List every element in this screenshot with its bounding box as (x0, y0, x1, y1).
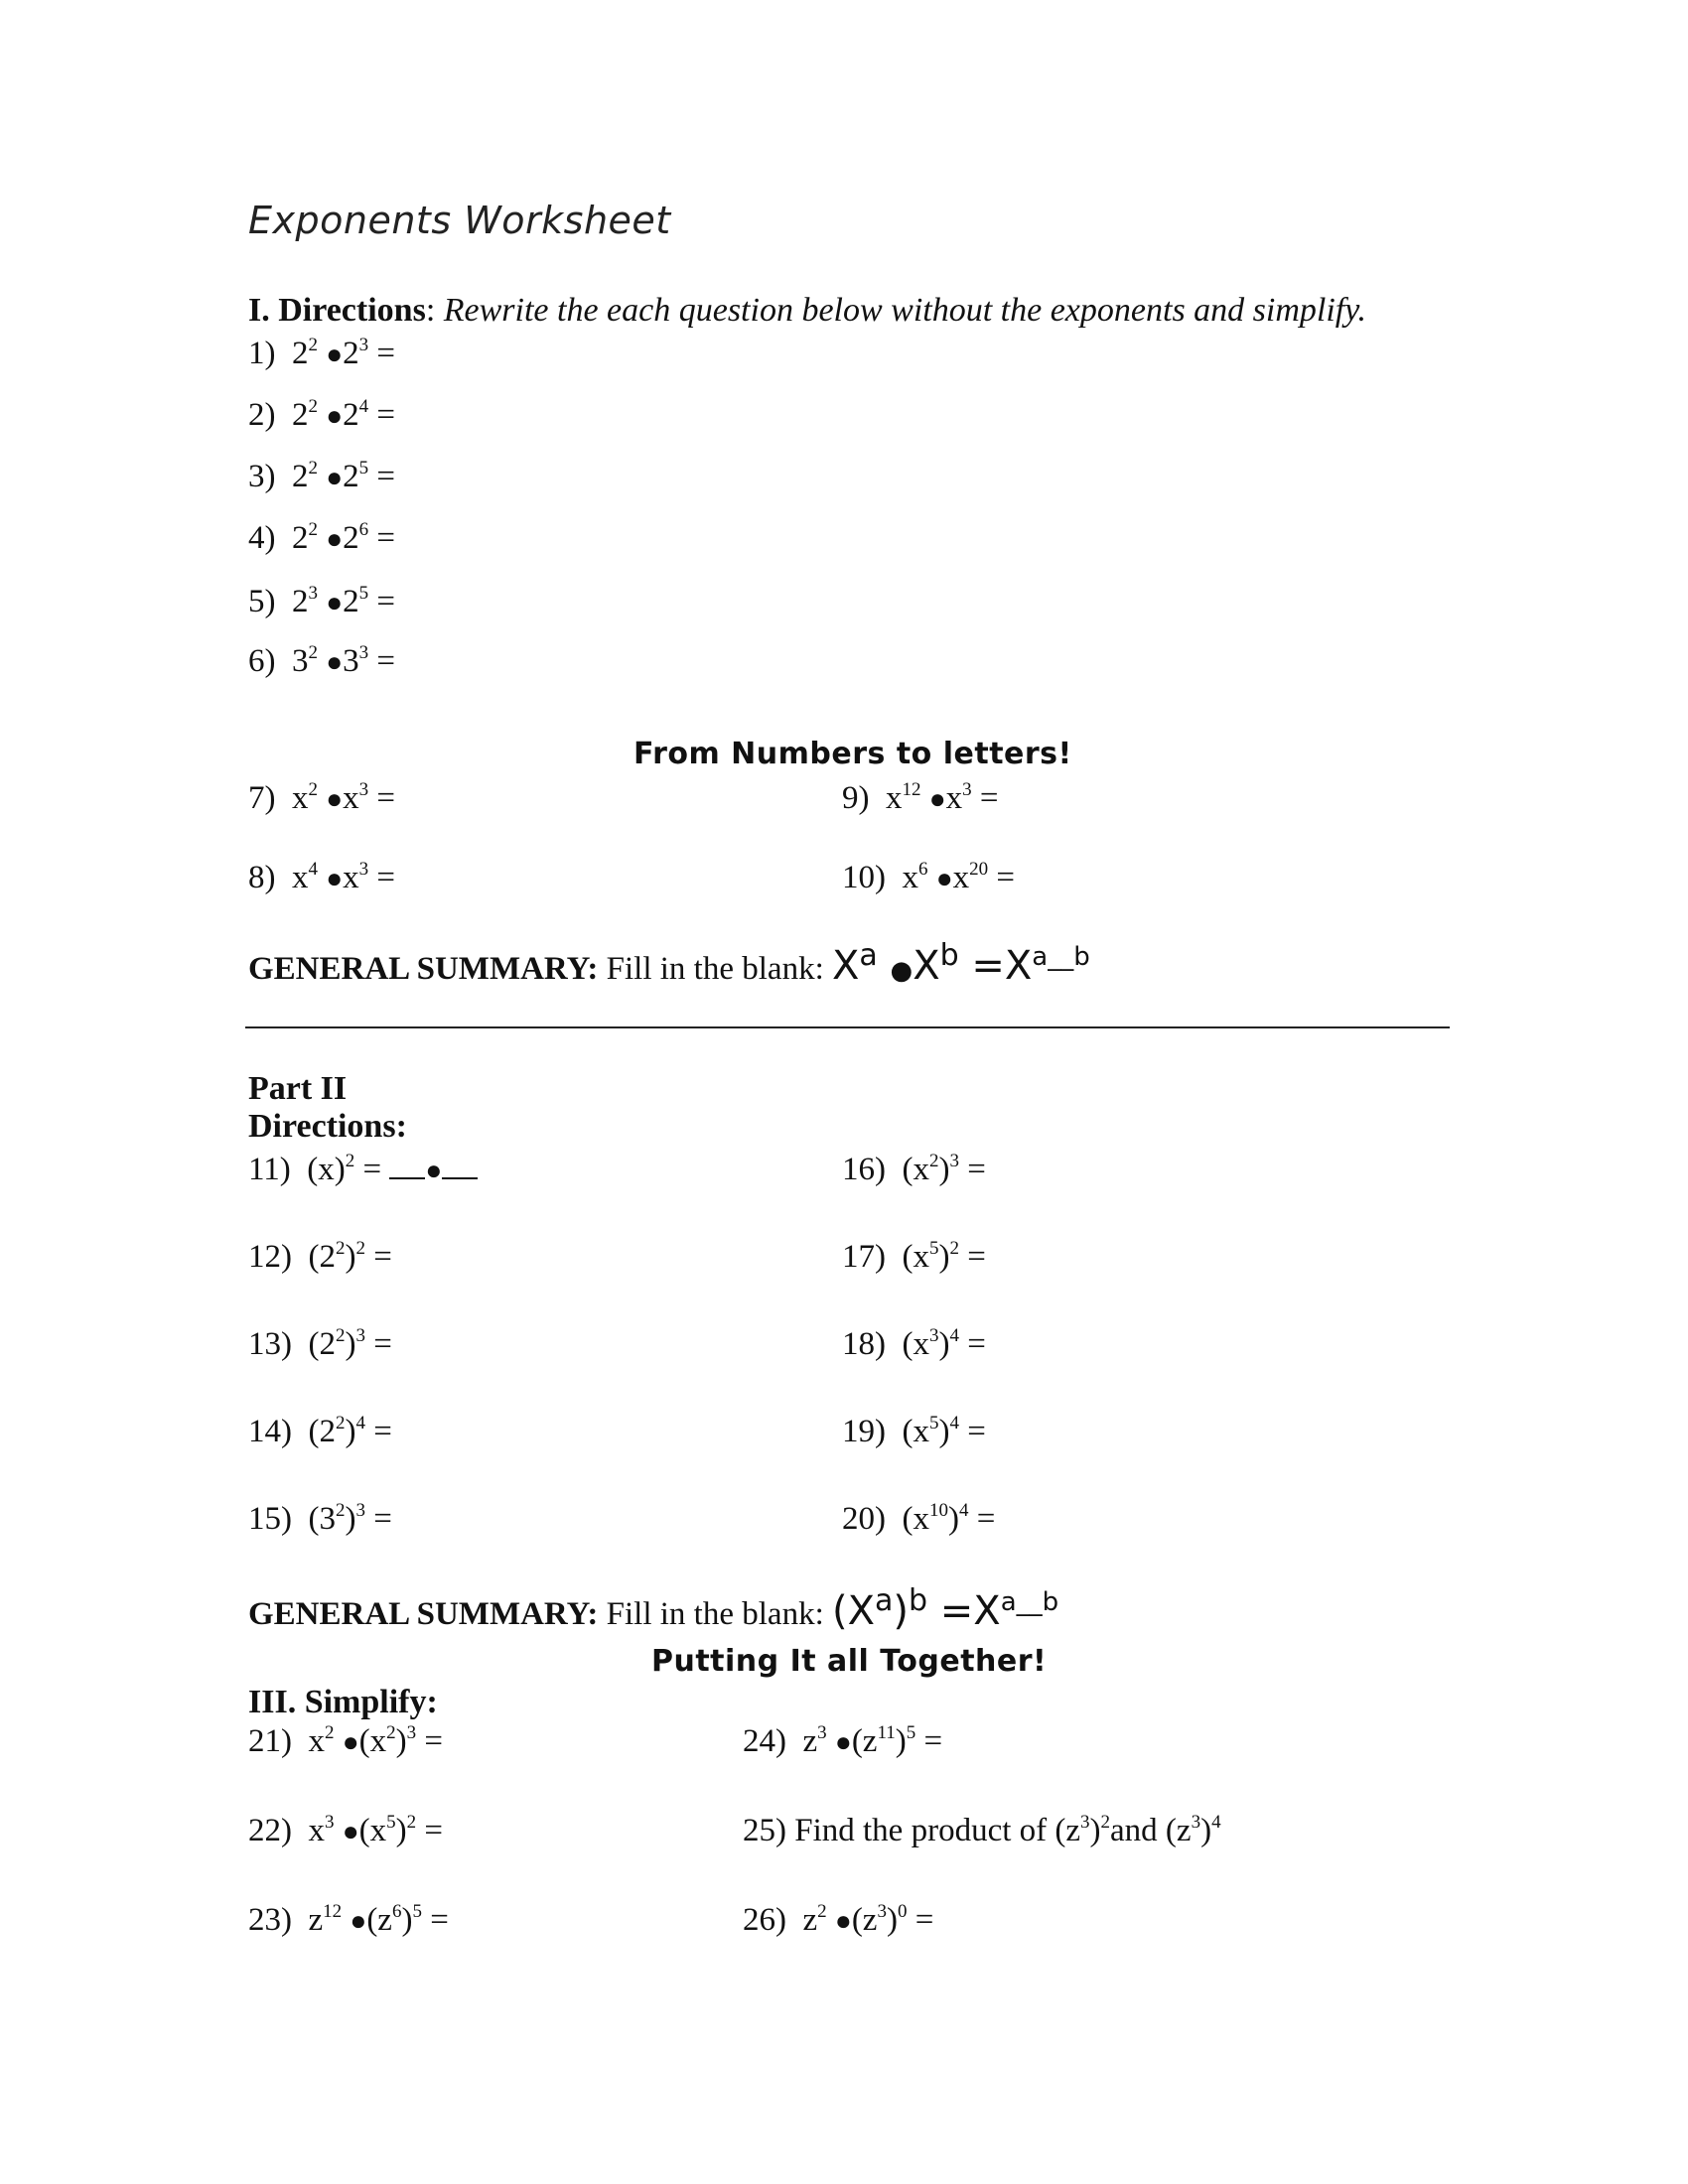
problem-5: 5) $2^3$ $●2^5$ = (248, 583, 396, 619)
part1-directions-text: Rewrite the each question below without the exponents and simplify. (435, 292, 1366, 329)
problem-9: 9) $x^{12}$ $●x^3$ = (842, 779, 999, 816)
problem-14: 14) $(2^2)^4$ = (248, 1413, 392, 1449)
summary1-label: GENERAL SUMMARY: (248, 951, 599, 987)
problem-19: 19) $(x^5)^4$ = (842, 1413, 986, 1449)
part1-directions (248, 292, 1366, 330)
problem-20: 20) $(x^{10})^4$ = (842, 1500, 996, 1537)
problem-21: 21) $x^2$ $●(x^2)^3$ = (248, 1722, 444, 1759)
problem-3: 3) $2^2$ $●2^5$ = (248, 458, 396, 494)
problem-11: 11) $(x)^2$ = ● (248, 1152, 478, 1188)
problem-25: 25) Find the product of $(z^3)^2and$ $(z^3)^4$ (743, 1812, 1221, 1848)
problem-22: 22) $x^3$ $●(x^5)^2$ = (248, 1812, 444, 1848)
problem-1: 1) $2^2$ $●2^3$ = (248, 335, 396, 371)
problem-2: 2) $2^2$ $●2^4$ = (248, 396, 396, 433)
problem-12: 12) $(2^2)^2$ = (248, 1238, 392, 1275)
general-summary-2 (248, 1583, 1059, 1634)
problem-25-text: 25) Find the product of (743, 1813, 1055, 1848)
from-numbers-heading: From Numbers to letters! (633, 737, 1072, 771)
summary2-text: Fill in the blank: (598, 1596, 832, 1632)
part1-heading: I. Directions (248, 292, 426, 329)
summary1-formula: $X^a$ $●X^b =X^{a\_\_b}$ (831, 938, 1090, 989)
problem-13: 13) $(2^2)^3$ = (248, 1325, 392, 1362)
problem-16: 16) $(x^2)^3$ = (842, 1151, 986, 1187)
general-summary-1 (248, 938, 1090, 989)
problem-18: 18) $(x^3)^4$ = (842, 1325, 986, 1362)
part2-heading: Part II (248, 1070, 348, 1107)
section-divider (245, 1026, 1450, 1028)
problem-6: 6) $3^2$ $●3^3$ = (248, 642, 396, 679)
putting-heading: Putting It all Together! (651, 1644, 1048, 1679)
problem-8: 8) $x^4$ $●x^3$ = (248, 859, 396, 895)
problem-4: 4) $2^2$ $●2^6$ = (248, 519, 396, 556)
problem-7: 7) $x^2$ $●x^3$ = (248, 779, 396, 816)
summary2-formula: $(X^a)^b =X^{a\_\_b}$ (831, 1583, 1059, 1634)
summary2-label: GENERAL SUMMARY: (248, 1596, 599, 1632)
part1-colon: : (425, 292, 436, 329)
problem-26: 26) $z^2$ $●(z^3)^0$ = (743, 1901, 934, 1938)
problem-17: 17) $(x^5)^2$ = (842, 1238, 986, 1275)
problem-24: 24) $z^3$ $●(z^{11})^5$ = (743, 1722, 943, 1759)
part3-heading: III. Simplify: (248, 1684, 438, 1720)
problem-25-and: and (1110, 1813, 1158, 1848)
problem-10: 10) $x^6$ $●x^{20}$ = (842, 859, 1016, 895)
summary1-text: Fill in the blank: (598, 951, 832, 987)
part2-directions: Directions: (248, 1108, 407, 1145)
problem-15: 15) $(3^2)^3$ = (248, 1500, 392, 1537)
problem-23: 23) $z^{12}$ $●(z^6)^5$ = (248, 1901, 449, 1938)
worksheet-title: Exponents Worksheet (248, 199, 671, 242)
